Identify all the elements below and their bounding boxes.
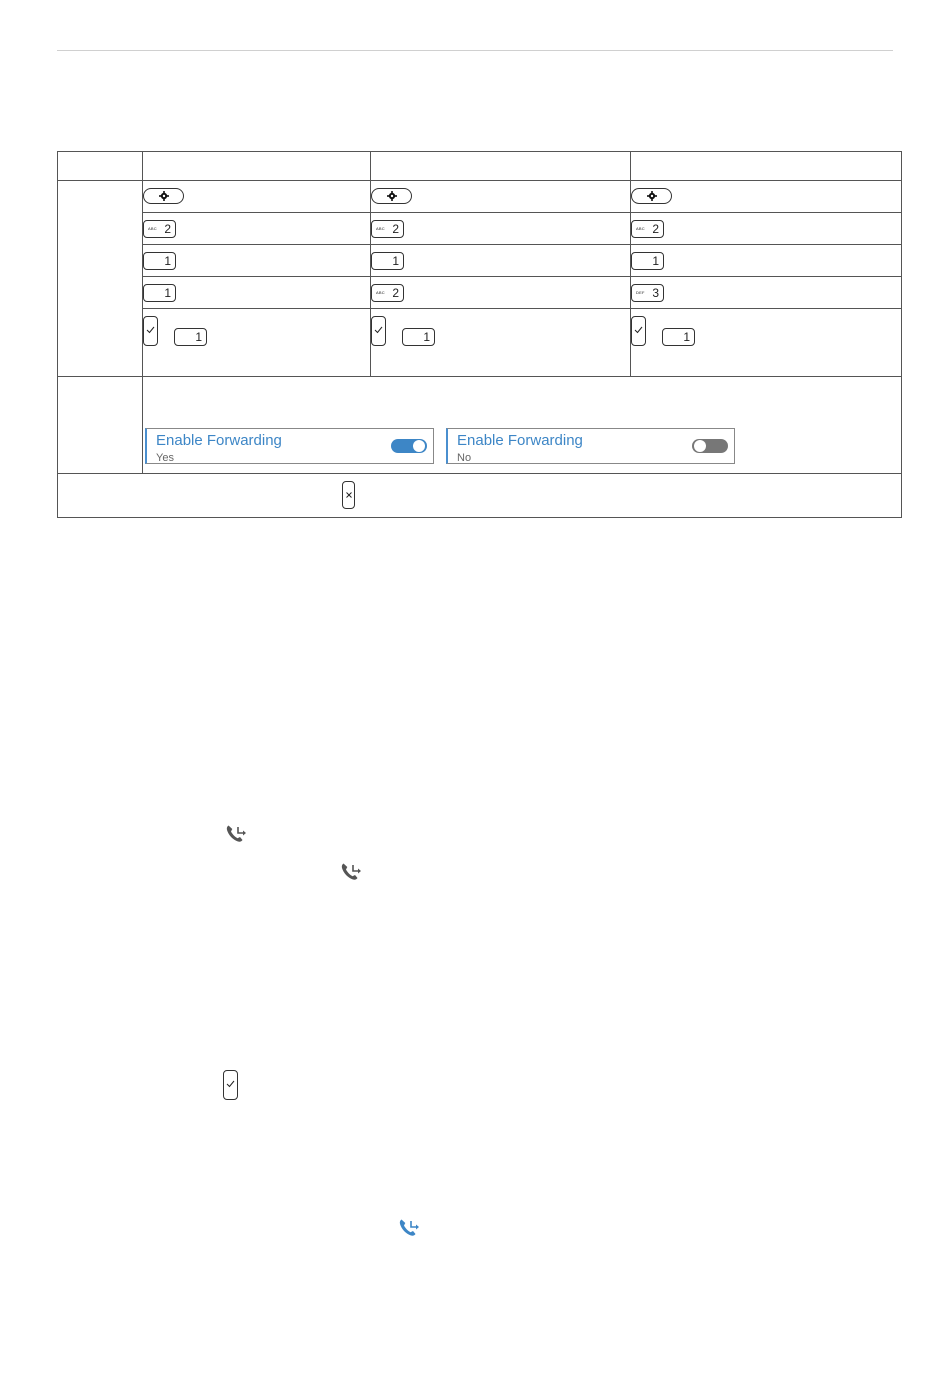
key-number: 1 <box>683 330 690 344</box>
toggle-switch-off[interactable] <box>692 439 728 453</box>
table-row <box>58 277 902 309</box>
select-key[interactable] <box>223 1070 238 1100</box>
table-row <box>58 245 902 277</box>
key-number: 1 <box>392 254 399 268</box>
call-forward-icon <box>340 862 364 884</box>
key-1[interactable] <box>662 328 695 346</box>
toggle-cell <box>143 377 902 474</box>
table-row <box>58 377 902 474</box>
settings-key[interactable] <box>631 188 672 204</box>
toggle-title: Enable Forwarding <box>156 432 282 449</box>
key-number: 3 <box>652 286 659 300</box>
top-rule <box>57 50 893 51</box>
key-1[interactable] <box>143 252 176 270</box>
key-number: 1 <box>164 286 171 300</box>
check-icon <box>634 326 643 334</box>
header-cell <box>371 152 631 181</box>
row-label-cell <box>58 377 143 474</box>
key-number: 2 <box>652 222 659 236</box>
select-key[interactable] <box>371 316 386 346</box>
toggle-title: Enable Forwarding <box>457 432 583 449</box>
table-row <box>58 181 902 213</box>
key-1[interactable] <box>631 252 664 270</box>
close-icon <box>345 491 353 499</box>
table-row <box>58 474 902 518</box>
select-key[interactable] <box>143 316 158 346</box>
enable-forwarding-on[interactable] <box>145 428 434 464</box>
key-number: 2 <box>164 222 171 236</box>
settings-key[interactable] <box>143 188 184 204</box>
toggle-switch-on[interactable] <box>391 439 427 453</box>
gear-icon <box>159 191 169 201</box>
key-number: 1 <box>423 330 430 344</box>
key-letters: ABC <box>148 226 157 231</box>
select-key[interactable] <box>631 316 646 346</box>
key-3[interactable] <box>631 284 664 302</box>
cancel-cell <box>58 474 902 518</box>
key-1[interactable] <box>143 284 176 302</box>
toggle-value: Yes <box>156 452 174 464</box>
key-2[interactable] <box>143 220 176 238</box>
key-letters: ABC <box>636 226 645 231</box>
key-1[interactable] <box>402 328 435 346</box>
toggle-value: No <box>457 452 472 464</box>
settings-key[interactable] <box>371 188 412 204</box>
header-cell <box>143 152 371 181</box>
key-number: 2 <box>392 286 399 300</box>
call-forward-icon <box>225 824 249 846</box>
key-number: 1 <box>195 330 202 344</box>
key-letters: ABC <box>376 226 385 231</box>
header-cell <box>58 152 143 181</box>
cancel-key[interactable] <box>342 481 355 509</box>
table-row <box>58 213 902 245</box>
check-icon <box>146 326 155 334</box>
key-number: 2 <box>392 222 399 236</box>
key-2[interactable] <box>631 220 664 238</box>
key-1[interactable] <box>174 328 207 346</box>
key-1[interactable] <box>371 252 404 270</box>
gear-icon <box>647 191 657 201</box>
table-row <box>58 309 902 377</box>
switch-knob <box>694 440 706 452</box>
table-header-row <box>58 152 902 181</box>
check-icon <box>374 326 383 334</box>
row-label-cell <box>58 181 143 377</box>
key-letters: DEF <box>636 290 645 295</box>
key-2[interactable] <box>371 220 404 238</box>
key-number: 1 <box>652 254 659 268</box>
key-2[interactable] <box>371 284 404 302</box>
key-letters: ABC <box>376 290 385 295</box>
switch-knob <box>413 440 425 452</box>
key-number: 1 <box>164 254 171 268</box>
enable-forwarding-off[interactable] <box>446 428 735 464</box>
check-icon <box>226 1080 235 1088</box>
key-sequence-table <box>57 151 902 518</box>
gear-icon <box>387 191 397 201</box>
call-forward-icon <box>398 1218 422 1240</box>
header-cell <box>631 152 902 181</box>
